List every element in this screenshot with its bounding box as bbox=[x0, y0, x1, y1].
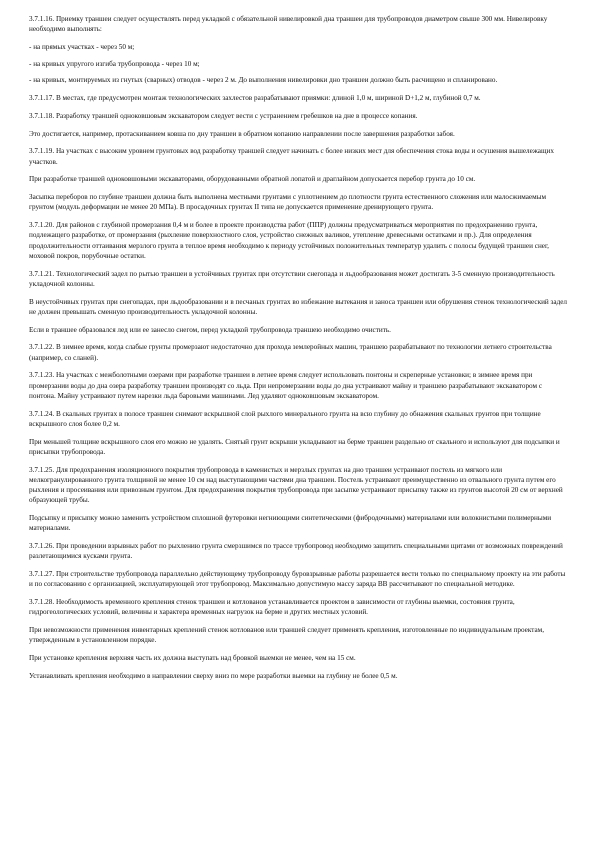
paragraph-3-7-1-18: 3.7.1.18. Разработку траншей одноковшовым экскаватором следует вести с устранением гребешков на дне в процессе копания. bbox=[29, 111, 418, 120]
paragraph-3-7-1-20: 3.7.1.20. Для районов с глубиной промерзания 0,4 м и более в проекте производства работ (ППР) должны предусматриваться мероприятия по предохранению грунта, подлежащего разработке, от промерзания (рыхление поверхностного слоя, устройство снежных валиков, утепление древесными остатками и пр.). Для определения продолжительности оттаивания мерзлого грунта в теплое время необходимо к периоду устойчивых положительных температур удалить с полосы будущей траншеи снег, моховой покров, порубочные остатки. bbox=[29, 221, 549, 260]
paragraph-3-7-1-19: 3.7.1.19. На участках с высоким уровнем грунтовых вод разработку траншей следует начинать с более низких мест для обеспечения стока воды и осушения вышележащих участков. bbox=[29, 147, 554, 166]
paragraph-unstable-soils: В неустойчивых грунтах при снегопадах, при льдообразовании и в песчаных грунтах во избежание вытекания и заноса траншеи или обрушения стенок технологический задел не должен превышать сменную производительность укладочной колонны. bbox=[29, 297, 568, 316]
paragraph-3-7-1-26: 3.7.1.26. При проведении взрывных работ по рыхлению грунта смерзшимся по трассе трубопровод необходимо защитить специальными щитами от возможных повреждений разлетающимися кусками грунта. bbox=[29, 541, 563, 561]
list-item-bent-elbow-sections: - на кривых, монтируемых из гнутых (сварных) отводов - через 2 м. До выполнения нивелировки дно траншеи должно быть расчищено и спланировано. bbox=[29, 76, 498, 85]
paragraph-custom-supports: При невозможности применения инвентарных креплений стенок котлованов или траншей следует применять крепления, изготовленные по индивидуальным проектам, утвержденным в установленном порядке. bbox=[29, 625, 545, 645]
document-page bbox=[29, 14, 569, 689]
list-item-elastic-bend-sections: - на кривых упругого изгиба трубопровода - через 10 м; bbox=[29, 59, 200, 68]
paragraph-overbreak-backfill: Засыпка переборов по глубине траншеи должна быть выполнена местными грунтами с уплотнением до плотности грунта естественного сложения или малосжимаемым грунтом (модуль деформации не менее 20 МПа). В просадочных грунтах II типа не допускается применение дренирующего грунта. bbox=[29, 193, 546, 212]
paragraph-3-7-1-27: 3.7.1.27. При строительстве трубопровода параллельно действующему трубопроводу буровзрывные работы разрешается вести только по специальному проекту на эти работы и по согласованию с организацией, эксплуатирующей этот трубопровод. Максимально допустимую массу заряда ВВ рассчитывают по специальной методике. bbox=[29, 569, 566, 589]
paragraph-3-7-1-17: 3.7.1.17. В местах, где предусмотрен монтаж технологических захлестов разрабатывают приямки: длиной 1,0 м, шириной D+1,2 м, глубиной 0,7 м. bbox=[29, 93, 481, 102]
paragraph-3-7-1-21: 3.7.1.21. Технологический задел по рытью траншеи в устойчивых грунтах при отсутствии снегопада и льдообразования может достигать 3-5 сменную производительность укладочной колонны. bbox=[29, 269, 555, 288]
list-item-straight-sections: - на прямых участках - через 50 м; bbox=[29, 43, 135, 51]
paragraph-support-height: При установке крепления верхняя часть их должна выступать над бровкой выемки не менее, чем на 15 см. bbox=[29, 653, 356, 662]
paragraph-3-7-1-28: 3.7.1.28. Необходимость временного крепления стенок траншеи и котлованов устанавливается проектом в зависимости от глубины выемки, состояния грунта, гидрогеологических условий, величины и характера временных нагрузок на берме и других местных условий. bbox=[29, 597, 515, 617]
paragraph-3-7-1-25: 3.7.1.25. Для предохранения изоляционного покрытия трубопровода в каменистых и мерзлых грунтах на дно траншеи устраивают постель из мягкого или мелкогранулированного грунта толщиной не менее 10 см над выступающими частями дна траншеи. Постель устраивают преимущественно из отвального грунта путем его рыхления и просеивания или привозным грунтом. Для предохранения покрытия трубопровода при засыпке устраивают присыпку также из грунтов высотой 20 см от верхней образующей трубы. bbox=[29, 465, 563, 505]
paragraph-lining-replacement: Подсыпку и присыпку можно заменить устройством сплошной футеровки негниющими синтетическими (фибродочными) материалами или волокнистыми полимерными материалами. bbox=[29, 513, 552, 533]
paragraph-3-7-1-18-note: Это достигается, например, протаскиванием ковша по дну траншеи в обратном копанию направлении после завершения разработки забоя. bbox=[29, 129, 455, 138]
paragraph-support-installation: Устанавливать крепления необходимо в направлении сверху вниз по мере разработки выемки на глубину не более 0,5 м. bbox=[29, 671, 398, 680]
paragraph-3-7-1-22: 3.7.1.22. В зимнее время, когда слабые грунты промерзают недостаточно для прохода землеройных машин, траншею разрабатывают по технологии летнего строительства (например, со сланей). bbox=[29, 343, 552, 362]
paragraph-3-7-1-24: 3.7.1.24. В скальных грунтах в полосе траншеи снимают вскрышной слой рыхлого минерального грунта на всю глубину до обнажения скальных грунтов при толщине вскрышного слоя более 0,2 м. bbox=[29, 409, 541, 428]
paragraph-overbreak: При разработке траншей одноковшовыми экскаваторами, оборудованными обратной лопатой и драглайном допускается перебор грунта до 10 см. bbox=[29, 175, 476, 184]
paragraph-3-7-1-23: 3.7.1.23. На участках с межболотными озерами при разработке траншеи в летнее время следует использовать понтоны и скреперные установки; в зимнее время при промерзании воды до дна озера разработку траншеи производят со льда. При непромерзании воды до дна устраивают майну и траншею разрабатывают экскаватором с понтона. Майну устраивают путем нарезки льда баровыми машинами. Лед удаляют одноковшовым экскаватором. bbox=[29, 371, 543, 400]
paragraph-3-7-1-16: 3.7.1.16. Приемку траншеи следует осуществлять перед укладкой с обязательной нивелировкой дна траншеи для трубопроводов диаметром свыше 300 мм. Нивелировку необходимо выполнять: bbox=[29, 15, 548, 34]
paragraph-thin-overburden: При меньшей толщине вскрышного слоя его можно не удалять. Снятый грунт вскрыши укладывают на берме траншеи раздельно от скального и используют для подсыпки и присыпки трубопровода. bbox=[29, 437, 560, 456]
paragraph-ice-snow-cleaning: Если в траншее образовался лед или ее занесло снегом, перед укладкой трубопровода траншею необходимо очистить. bbox=[29, 325, 391, 334]
